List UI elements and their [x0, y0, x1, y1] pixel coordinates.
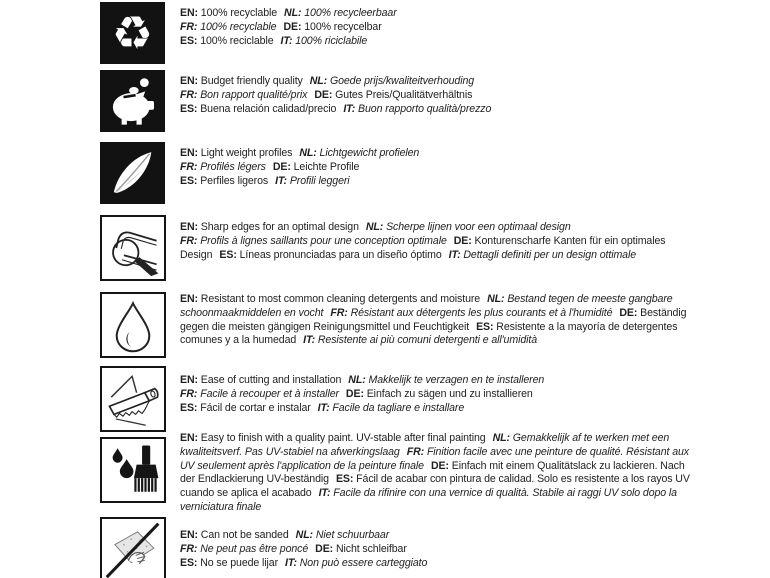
language-label: IT:	[317, 401, 330, 414]
lang-entry-fr	[180, 235, 447, 247]
feature-icon-box	[100, 2, 165, 64]
lang-entry-es	[180, 35, 274, 47]
language-label: ES:	[335, 473, 354, 486]
language-label: FR:	[180, 234, 198, 247]
language-label: DE:	[619, 306, 638, 319]
lang-entry-en	[180, 529, 289, 541]
no-sanding-icon	[104, 521, 162, 578]
feature-description	[180, 529, 702, 570]
feature-text: Profilés légers	[200, 160, 266, 173]
language-label: FR:	[330, 306, 348, 319]
lang-entry-fr	[180, 89, 307, 101]
feather-icon	[105, 146, 161, 200]
recycle-icon: ♻	[111, 6, 154, 60]
language-label: ES:	[219, 248, 237, 261]
language-label: EN:	[180, 432, 198, 444]
lang-entry-it	[449, 249, 636, 261]
feature-text: Bestand tegen de meeste gangbare schoonmaakmiddelen en vocht	[180, 293, 673, 319]
feature-text: Facile da tagliare e installare	[332, 401, 465, 414]
feature-text: Facile à recouper et à installer	[200, 387, 339, 400]
feature-text: 100% reciclable	[200, 34, 274, 47]
feature-text: Buon rapporto qualità/prezzo	[358, 102, 492, 115]
feature-text: Konturenscharfe Kanten für ein optimales Design	[180, 234, 666, 261]
lang-entry-en	[180, 221, 359, 233]
feature-description	[180, 75, 702, 116]
feature-text: 100% recyclable	[200, 20, 277, 33]
feature-icon-box	[100, 517, 166, 578]
feature-description	[180, 432, 702, 515]
feature-text: 100% recycelbar	[304, 20, 382, 33]
language-label: IT:	[280, 34, 293, 47]
feature-text: Einfach zu sägen und zu installieren	[366, 387, 533, 400]
lang-entry-es	[180, 402, 311, 414]
lang-entry-es	[219, 249, 441, 261]
feature-icon-box	[100, 215, 166, 281]
feature-text: Nicht schleifbar	[335, 542, 407, 555]
language-label: FR:	[180, 387, 198, 400]
lang-entry-es	[180, 557, 278, 569]
lang-entry-fr	[180, 543, 308, 555]
feature-text: Buena relación calidad/precio	[200, 102, 337, 115]
lang-entry-it	[318, 402, 464, 414]
feature-text: Easy to finish with a quality paint. UV-stable after final painting	[200, 432, 486, 444]
lang-entry-nl	[284, 7, 397, 19]
feature-text: Sharp edges for an optimal design	[200, 221, 359, 233]
language-label: FR:	[180, 160, 198, 173]
language-label: NL:	[299, 147, 317, 159]
feature-text: Goede prijs/kwaliteitverhouding	[329, 75, 475, 87]
language-label: DE:	[283, 20, 302, 33]
language-label: ES:	[476, 320, 494, 333]
lang-entry-de	[315, 543, 407, 555]
feature-description	[180, 293, 702, 348]
lang-entry-de	[346, 388, 533, 400]
feature-text: Non può essere carteggiato	[299, 556, 428, 569]
language-label: ES:	[180, 401, 198, 414]
feature-text: Dettagli definiti per un design ottimale	[463, 248, 637, 261]
lang-entry-de	[314, 89, 472, 101]
language-label: IT:	[285, 556, 297, 569]
language-label: FR:	[406, 445, 425, 458]
language-label: NL:	[348, 374, 366, 386]
feature-text: Lichtgewicht profielen	[319, 147, 420, 159]
language-label: NL:	[487, 293, 505, 305]
language-label: IT:	[303, 334, 316, 347]
feature-text: Einfach mit einem Qualitätslack zu lackieren. Nach der Endlackierung UV-beständig	[180, 459, 685, 486]
lang-entry-nl	[366, 221, 571, 233]
language-label: NL:	[365, 221, 384, 233]
lang-entry-de	[283, 21, 381, 33]
language-label: IT:	[318, 487, 331, 500]
language-label: IT:	[275, 174, 287, 187]
feature-text: Makkelijk te verzagen en te installeren	[368, 374, 545, 386]
feature-icon-box	[100, 142, 165, 204]
lang-entry-es	[180, 175, 268, 187]
language-label: FR:	[180, 20, 198, 33]
feature-text: Scherpe lijnen voor een optimaal design	[386, 221, 571, 233]
language-label: EN:	[180, 147, 198, 159]
lang-entry-en	[180, 147, 292, 159]
lang-entry-fr	[180, 21, 276, 33]
saw-icon	[104, 370, 162, 428]
language-label: ES:	[180, 102, 198, 115]
lang-entry-nl	[299, 147, 419, 159]
feature-text: Fácil de cortar e instalar	[200, 401, 311, 414]
language-label: EN:	[180, 221, 198, 233]
language-label: NL:	[295, 529, 313, 541]
feature-text: 100% recycleerbaar	[304, 7, 397, 19]
feature-text: Résistant aux détergents les plus courants et à l'humidité	[350, 306, 613, 319]
feature-text: 100% recyclable	[200, 7, 278, 19]
feature-text: Gutes Preis/Qualitätverhältnis	[335, 88, 473, 101]
lang-entry-nl	[296, 529, 390, 541]
feature-text: Leichte Profile	[293, 160, 360, 173]
feature-description	[180, 221, 702, 262]
feature-icon-box	[100, 70, 165, 132]
language-label: EN:	[180, 293, 198, 305]
lang-entry-en	[180, 432, 486, 444]
language-label: ES:	[180, 174, 198, 187]
lang-entry-fr	[180, 161, 266, 173]
language-label: NL:	[492, 432, 510, 444]
language-label: FR:	[180, 542, 198, 555]
language-label: IT:	[448, 248, 461, 261]
feature-text: Líneas pronunciadas para un diseño óptimo	[239, 248, 442, 261]
feature-icon-box	[100, 366, 166, 432]
feature-text: Resistant to most common cleaning detergents and moisture	[200, 293, 481, 305]
language-label: NL:	[309, 75, 328, 87]
feature-text: Profili leggeri	[289, 174, 350, 187]
feature-text: Ne peut pas être poncé	[200, 542, 309, 555]
lang-entry-fr	[330, 307, 612, 319]
feature-text: 100% riciclabile	[295, 34, 368, 47]
feature-icon-box	[100, 292, 166, 358]
piggy-bank-icon	[105, 73, 161, 129]
language-label: EN:	[180, 75, 198, 87]
language-label: EN:	[180, 529, 198, 541]
sharp-edge-magnifier-icon	[104, 219, 162, 277]
feature-description	[180, 7, 702, 48]
feature-text: Budget friendly quality	[200, 75, 303, 87]
lang-entry-nl	[310, 75, 474, 87]
lang-entry-it	[303, 334, 537, 346]
feature-icon-box	[100, 437, 166, 503]
language-label: DE:	[272, 160, 291, 173]
lang-entry-it	[275, 175, 349, 187]
feature-text: Bon rapport qualité/prix	[200, 88, 308, 101]
feature-text: Gemakkelijk af te werken met een kwaliteitsverf. Pas UV-stabiel na afwerkingslaag	[180, 432, 670, 458]
feature-text: Light weight profiles	[200, 147, 293, 159]
lang-entry-en	[180, 293, 480, 305]
feature-text: Finition facile avec une peinture de qualité. Résistant aux UV seulement après l'application de la peinture finale	[180, 445, 689, 472]
feature-text: Ease of cutting and installation	[200, 374, 342, 386]
lang-entry-it	[343, 103, 491, 115]
feature-text: Profils à lignes saillants pour une conception optimale	[200, 234, 447, 247]
feature-text: Fácil de acabar con pintura de calidad. Solo es resistente a los rayos UV cuando se aplica el acabado	[180, 473, 690, 500]
language-label: FR:	[180, 88, 198, 101]
lang-entry-it	[285, 557, 427, 569]
language-label: EN:	[180, 374, 198, 386]
language-label: NL:	[284, 7, 302, 19]
language-label: ES:	[180, 556, 198, 569]
lang-entry-de	[273, 161, 359, 173]
feature-text: Resistente ai più comuni detergenti e all'umidità	[317, 334, 538, 347]
language-label: ES:	[180, 34, 198, 47]
language-label: DE:	[453, 234, 472, 247]
feature-text: Facile da rifinire con una vernice di qualità. Stabile ai raggi UV solo dopo la verniciatura finale	[180, 487, 677, 513]
feature-text: Can not be sanded	[200, 529, 289, 541]
feature-text: No se puede lijar	[200, 556, 279, 569]
language-label: DE:	[314, 88, 333, 101]
lang-entry-en	[180, 374, 341, 386]
language-label: IT:	[343, 102, 356, 115]
language-label: EN:	[180, 7, 198, 19]
lang-entry-nl	[348, 374, 544, 386]
paint-brush-icon	[104, 441, 162, 499]
language-label: DE:	[345, 387, 364, 400]
feature-description	[180, 374, 702, 415]
language-label: DE:	[315, 542, 334, 555]
lang-entry-en	[180, 7, 277, 19]
feature-description	[180, 147, 702, 188]
lang-entry-it	[281, 35, 368, 47]
feature-text: Niet schuurbaar	[315, 529, 390, 541]
language-label: DE:	[430, 459, 449, 472]
lang-entry-en	[180, 75, 303, 87]
water-drop-icon	[104, 296, 162, 354]
lang-entry-fr	[180, 388, 339, 400]
feature-text: Perfiles ligeros	[200, 174, 269, 187]
lang-entry-es	[180, 103, 336, 115]
feature-text: Resistente a la mayoría de detergentes comunes y a la humedad	[180, 320, 678, 347]
feature-text: Beständig gegen die meisten gängigen Reinigungsmittel und Feuchtigkeit	[180, 306, 687, 333]
